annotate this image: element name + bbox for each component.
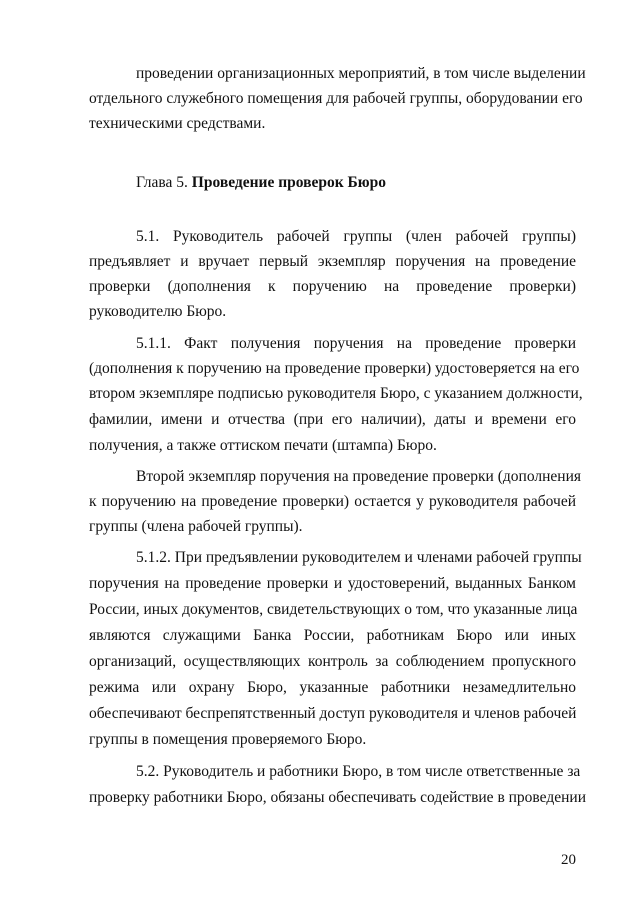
text-line: режима или охрану Бюро, указанные работники незамедлительно	[89, 679, 576, 696]
text-line: поручения на проведение проверки и удостоверений, выданных Банком	[89, 575, 576, 592]
text-line: проверки (дополнения к поручению на проведение проверки)	[89, 278, 576, 295]
text-line: Второй экземпляр поручения на проведение проверки (дополнения	[136, 468, 581, 485]
text-line: России, иных документов, свидетельствующих о том, что указанные лица	[89, 601, 578, 618]
text-line: отдельного служебного помещения для рабочей группы, оборудовании его	[89, 90, 583, 107]
text-line: (дополнения к поручению на проведение проверки) удостоверяется на его	[89, 360, 580, 377]
text-line: обеспечивают беспрепятственный доступ руководителя и членов рабочей	[89, 705, 577, 722]
text-line: фамилии, имени и отчества (при его наличии), даты и времени его	[89, 411, 576, 428]
text-line: предъявляет и вручает первый экземпляр поручения на проведение	[89, 253, 576, 270]
text-line: 5.1.2. При предъявлении руководителем и членами рабочей группы	[136, 549, 582, 566]
text-line: 5.1.1. Факт получения поручения на проведение проверки	[136, 335, 576, 352]
text-line: проверку работники Бюро, обязаны обеспечивать содействие в проведении	[89, 789, 586, 806]
chapter-heading	[136, 173, 576, 193]
text-line: 5.1. Руководитель рабочей группы (член рабочей группы)	[136, 228, 576, 245]
text-line: организаций, осуществляющих контроль за соблюдением пропускного	[89, 653, 576, 670]
text-line: являются служащими Банка России, работникам Бюро или иных	[89, 627, 576, 644]
text-line: руководителю Бюро.	[89, 303, 227, 320]
text-line: группы в помещения проверяемого Бюро.	[89, 731, 367, 748]
chapter-title: Проведение проверок Бюро	[191, 174, 387, 191]
chapter-prefix: Глава 5.	[136, 174, 192, 191]
page-number: 20	[561, 852, 576, 868]
text-line: получения, а также оттиском печати (штампа) Бюро.	[89, 437, 437, 454]
text-line: к поручению на проведение проверки) остается у руководителя рабочей	[89, 493, 576, 510]
text-line: втором экземпляре подписью руководителя Бюро, с указанием должности,	[89, 385, 583, 402]
text-line: группы (члена рабочей группы).	[89, 518, 303, 535]
text-line: техническими средствами.	[89, 115, 266, 132]
text-line: 5.2. Руководитель и работники Бюро, в том числе ответственные за	[136, 763, 581, 780]
text-line: проведении организационных мероприятий, в том числе выделении	[136, 65, 586, 82]
